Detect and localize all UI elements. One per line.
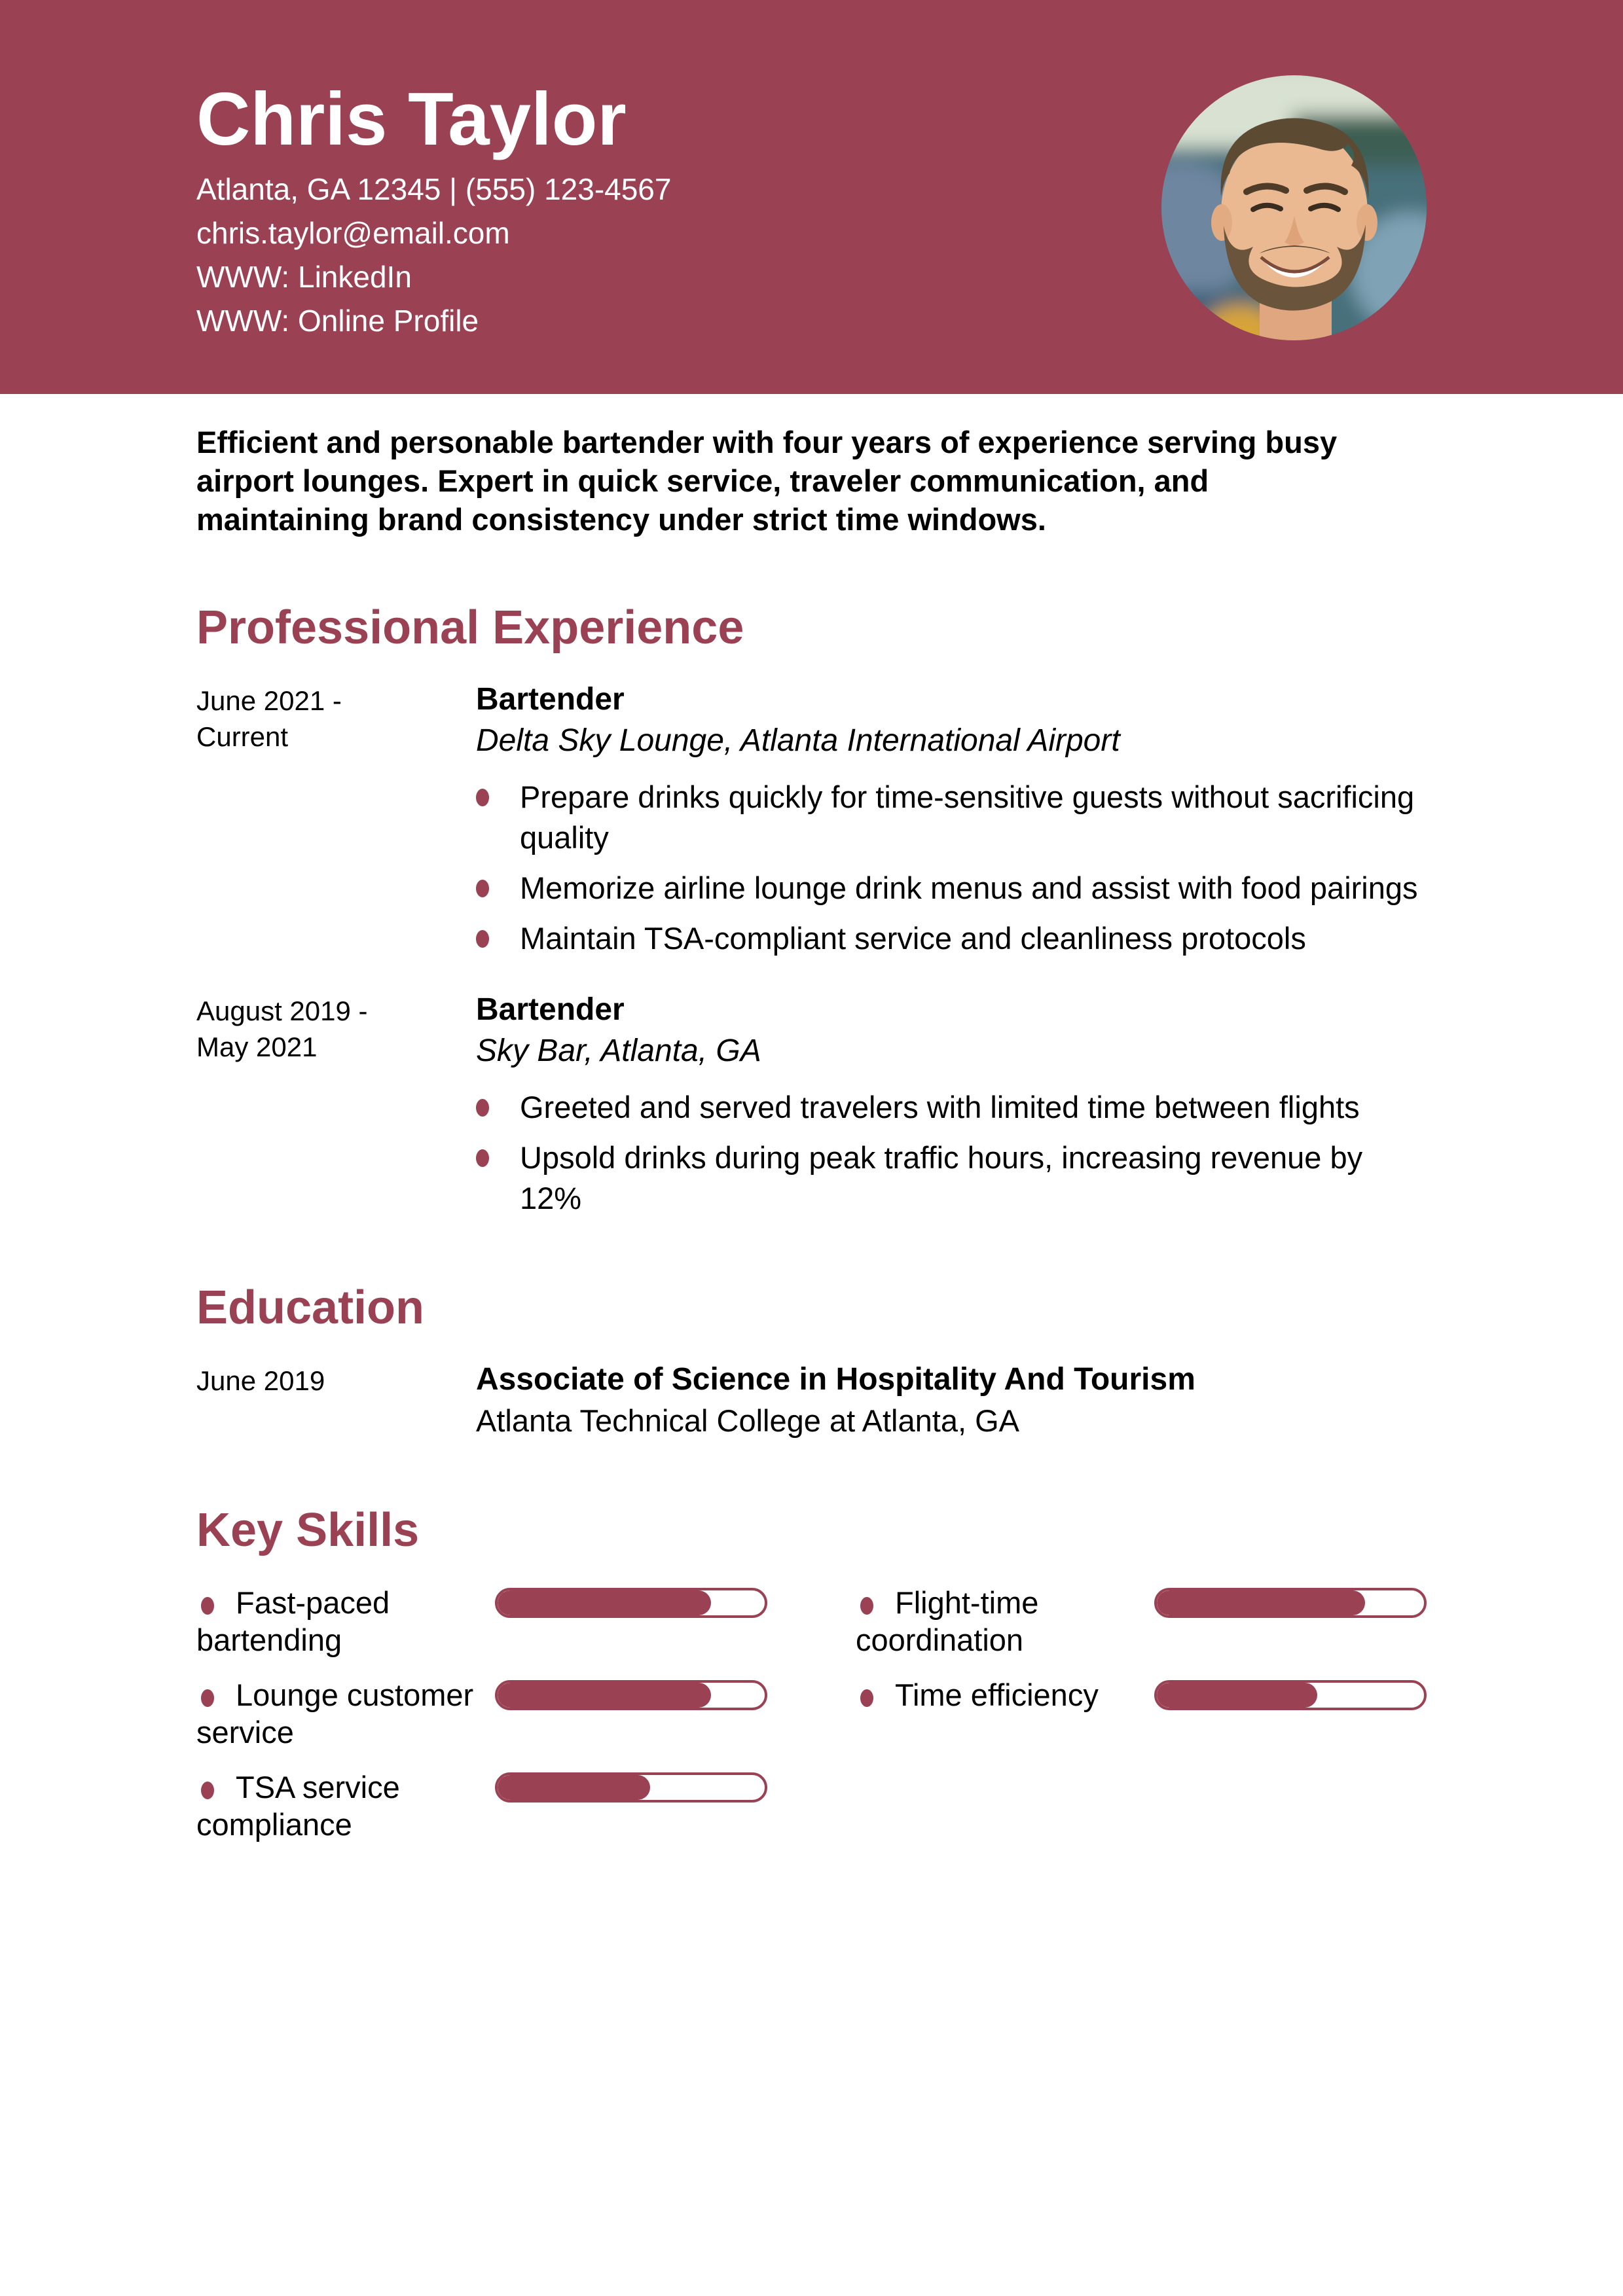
job-date-end: May 2021 — [196, 1031, 318, 1062]
education-details — [476, 1359, 1427, 1441]
skill-name: Fast-paced bartending — [196, 1585, 390, 1657]
contact-info — [196, 168, 671, 343]
job-duty: Upsold drinks during peak traffic hours, increasing revenue by 12% — [520, 1138, 1427, 1219]
header-band — [0, 0, 1623, 394]
experience-section-heading: Professional Experience — [196, 601, 744, 654]
skill-name: Time efficiency — [895, 1677, 1099, 1712]
skill-level-bar — [1154, 1680, 1427, 1710]
contact-online-profile-link: WWW: Online Profile — [196, 304, 479, 338]
skill-level-bar — [1154, 1588, 1427, 1618]
summary-line: airport lounges. Expert in quick service, traveler communication, and — [196, 463, 1209, 498]
bullet-dot-icon — [201, 1597, 214, 1615]
skill-level-bar — [495, 1772, 767, 1803]
job-entry — [196, 989, 1427, 1219]
job-date-start: August 2019 - — [196, 996, 368, 1026]
skill-label — [196, 1676, 495, 1751]
skill-level-bar — [495, 1588, 767, 1618]
job-duty: Greeted and served travelers with limited time between flights — [520, 1087, 1427, 1128]
education-degree: Associate of Science in Hospitality And Tourism — [476, 1362, 1195, 1397]
skill-name: Flight-time coordination — [856, 1585, 1039, 1657]
skills-section-heading: Key Skills — [196, 1504, 420, 1556]
skill-level-bar — [495, 1680, 767, 1710]
bullet-dot-icon — [201, 1782, 214, 1799]
skill-label — [856, 1676, 1154, 1713]
job-dates — [196, 679, 476, 959]
job-duty: Maintain TSA-compliant service and cleanliness protocols — [520, 918, 1427, 959]
professional-summary — [196, 423, 1427, 539]
profile-photo-illustration — [1161, 75, 1427, 340]
job-duty: Memorize airline lounge drink menus and assist with food pairings — [520, 868, 1427, 908]
job-date-start: June 2021 - — [196, 685, 342, 716]
education-dates — [196, 1359, 476, 1441]
skill-level-fill — [498, 1590, 711, 1615]
skill-item — [856, 1676, 1427, 1751]
skill-label — [196, 1584, 495, 1659]
skill-label — [196, 1768, 495, 1843]
candidate-name: Chris Taylor — [196, 78, 627, 161]
job-company: Delta Sky Lounge, Atlanta International Airport — [476, 723, 1120, 758]
education-school: Atlanta Technical College at Atlanta, GA — [476, 1403, 1019, 1438]
contact-linkedin-link: WWW: LinkedIn — [196, 260, 412, 294]
skill-name: Lounge customer service — [196, 1677, 474, 1749]
skill-level-fill — [1157, 1683, 1317, 1708]
skill-item — [196, 1768, 767, 1843]
skill-item — [196, 1676, 767, 1751]
contact-location-phone: Atlanta, GA 12345 | (555) 123-4567 — [196, 172, 672, 206]
skill-label — [856, 1584, 1154, 1659]
job-title: Bartender — [476, 992, 625, 1027]
education-section-heading: Education — [196, 1282, 425, 1334]
skills-grid — [196, 1584, 1427, 1843]
job-duties-list — [476, 1087, 1427, 1219]
job-details — [476, 679, 1427, 959]
header-text-block — [196, 0, 671, 343]
skill-name: TSA service compliance — [196, 1770, 400, 1842]
skill-level-fill — [1157, 1590, 1365, 1615]
skill-level-fill — [498, 1683, 711, 1708]
resume-body — [0, 423, 1623, 1843]
job-date-end: Current — [196, 721, 289, 752]
job-title: Bartender — [476, 682, 625, 717]
summary-line: maintaining brand consistency under strict time windows. — [196, 502, 1046, 537]
contact-email: chris.taylor@email.com — [196, 216, 510, 250]
skill-item — [196, 1584, 767, 1659]
job-company: Sky Bar, Atlanta, GA — [476, 1033, 761, 1068]
skill-item — [856, 1584, 1427, 1659]
profile-photo — [1161, 75, 1427, 340]
job-details — [476, 989, 1427, 1219]
skill-level-fill — [498, 1775, 650, 1800]
job-entry — [196, 679, 1427, 959]
job-dates — [196, 989, 476, 1219]
job-duty: Prepare drinks quickly for time-sensitive guests without sacrificing quality — [520, 777, 1427, 858]
job-duties-list — [476, 777, 1427, 959]
summary-line: Efficient and personable bartender with four years of experience serving busy — [196, 425, 1338, 459]
bullet-dot-icon — [860, 1597, 873, 1615]
bullet-dot-icon — [201, 1689, 214, 1707]
bullet-dot-icon — [860, 1689, 873, 1707]
education-entry — [196, 1359, 1427, 1441]
education-date: June 2019 — [196, 1365, 325, 1396]
